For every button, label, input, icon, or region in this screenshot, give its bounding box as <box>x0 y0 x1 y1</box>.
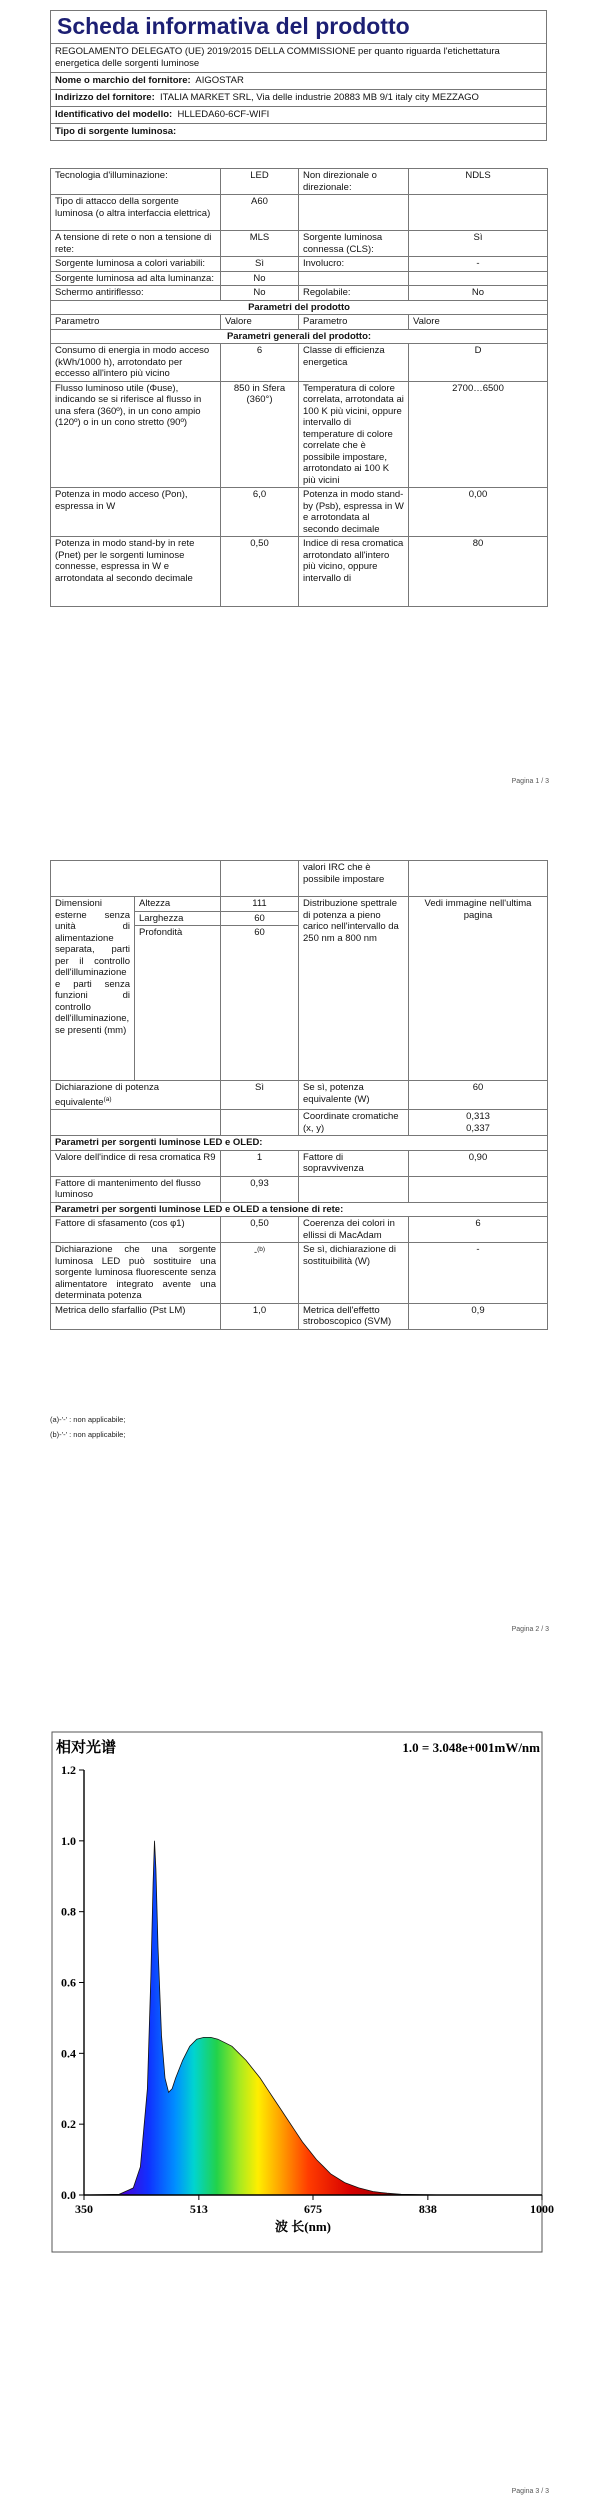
chart-title: 相对光谱 <box>56 1740 117 1756</box>
cell-label: Temperatura di colore correlata, arrotondata ai 100 K più vicini, oppure intervallo di temperature di colore correlate che è possibile impostare, arrotondato ai 100 K più vicini <box>299 381 409 488</box>
cell-label: valori IRC che è possibile impostare <box>299 861 409 897</box>
table-row <box>51 231 548 257</box>
column-header: Valore <box>221 315 299 330</box>
cell-value: 850 in Sfera (360°) <box>221 381 299 488</box>
cell-label: Tecnologia d'illuminazione: <box>51 169 221 195</box>
section-general-params: Parametri generali del prodotto: <box>51 329 548 344</box>
y-tick-label: 0.8 <box>61 1904 76 1919</box>
table-row <box>51 271 548 286</box>
cell-value: D <box>409 344 548 382</box>
cell-label: Potenza in modo acceso (Pon), espressa in W <box>51 488 221 537</box>
cell-label: Dichiarazione che una sorgente luminosa LED può sostituire una sorgente luminosa fluorescente senza alimentatore integrato avente una determinata potenza <box>51 1243 221 1304</box>
cell-label: Classe di efficienza energetica <box>299 344 409 382</box>
cell-value: A60 <box>221 195 299 231</box>
column-header: Valore <box>409 315 548 330</box>
table-row <box>51 1217 548 1243</box>
page-number: Pagina 1 / 3 <box>511 778 549 785</box>
page-2 <box>0 800 591 1660</box>
cell-value: 60 <box>221 926 299 1081</box>
cell-value: 0,00 <box>409 488 548 537</box>
supplier-name-label: Nome o marchio del fornitore: <box>55 75 191 86</box>
cell-label: Non direzionale o direzionale: <box>299 169 409 195</box>
model-label: Identificativo del modello: <box>55 109 173 120</box>
table-row <box>51 286 548 301</box>
y-tick-label: 0.2 <box>61 2117 76 2132</box>
supplier-address-label: Indirizzo del fornitore: <box>55 92 155 103</box>
cell-value: 2700…6500 <box>409 381 548 488</box>
cell-value: - <box>409 257 548 272</box>
cell-label: Fattore di sopravvivenza <box>299 1150 409 1176</box>
cell-label: Schermo antiriflesso: <box>51 286 221 301</box>
cell-value: 6 <box>221 344 299 382</box>
cell-label: Potenza in modo stand-by (Psb), espressa in W e arrotondata al secondo decimale <box>299 488 409 537</box>
cell-label: A tensione di rete o non a tensione di rete: <box>51 231 221 257</box>
cell-label: Se sì, dichiarazione di sostituibilità (W) <box>299 1243 409 1304</box>
section-product-params: Parametri del prodotto <box>51 300 548 315</box>
page-number: Pagina 3 / 3 <box>511 2488 549 2495</box>
cell-value: 0,90 <box>409 1150 548 1176</box>
cell-label: Potenza in modo stand-by in rete (Pnet) per le sorgenti luminose connesse, espressa in W e arrotondata al secondo decimale <box>51 537 221 607</box>
cell-label: Indice di resa cromatica arrotondato all'intero più vicino, oppure intervallo di <box>299 537 409 607</box>
column-header: Parametro <box>51 315 221 330</box>
chroma-x: 0,313 <box>466 1111 490 1123</box>
section-row <box>51 329 548 344</box>
table-row <box>51 1303 548 1329</box>
column-header: Parametro <box>299 315 409 330</box>
cell-label: Se sì, potenza equivalente (W) <box>299 1081 409 1110</box>
cell-label: Dimensioni esterne senza unità di alimentazione separata, parti per il controllo dell'illuminazione e parti senza funzioni di controllo dell'illuminazione, se presenti (mm) <box>51 897 135 1081</box>
cell-label: Sorgente luminosa ad alta luminanza: <box>51 271 221 286</box>
supplier-name-row <box>51 72 546 89</box>
cell-label <box>51 1081 221 1110</box>
table-row <box>51 257 548 272</box>
cell-value: 0,9 <box>409 1303 548 1329</box>
page-number: Pagina 2 / 3 <box>511 1626 549 1633</box>
table-row <box>51 1243 548 1304</box>
cell-value: Vedi immagine nell'ultima pagina <box>409 897 548 1081</box>
cell-label: Involucro: <box>299 257 409 272</box>
cell-value: 0,50 <box>221 1217 299 1243</box>
source-type-row <box>51 123 546 140</box>
product-header <box>50 10 547 141</box>
footnote-ref: (a) <box>103 1095 112 1103</box>
cell-value: 1 <box>221 1150 299 1176</box>
cell-label: Tipo di attacco della sorgente luminosa (o altra interfaccia elettrica) <box>51 195 221 231</box>
cell-value: No <box>221 286 299 301</box>
cell-value: 111 <box>221 897 299 912</box>
cell-value: 80 <box>409 537 548 607</box>
page-title: Scheda informativa del prodotto <box>57 13 410 39</box>
y-tick-label: 1.2 <box>61 1763 76 1777</box>
product-table-2 <box>50 860 548 1330</box>
cell-value: MLS <box>221 231 299 257</box>
page-1 <box>0 0 591 800</box>
cell-label: Larghezza <box>135 911 221 926</box>
section-row <box>51 300 548 315</box>
spectrum-chart <box>0 1720 591 2280</box>
section-led-params: Parametri per sorgenti luminose LED e OLED: <box>51 1136 548 1151</box>
footnote-ref: (b) <box>257 1246 266 1254</box>
cell-label: Altezza <box>135 897 221 912</box>
cell-value: Sì <box>221 1081 299 1110</box>
table-row <box>51 897 548 912</box>
cell-label: Flusso luminoso utile (Φuse), indicando se si riferisce al flusso in una sfera (360º), in un cono ampio (120º) o in un cono stretto (90º) <box>51 381 221 488</box>
cell-label: Consumo di energia in modo acceso (kWh/1000 h), arrotondato per eccesso all'intero più vicino <box>51 344 221 382</box>
page-3 <box>0 1660 591 2510</box>
cell-label: Distribuzione spettrale di potenza a pieno carico nell'intervallo da 250 nm a 800 nm <box>299 897 409 1081</box>
table-row <box>51 195 548 231</box>
cell-value: Sì <box>221 257 299 272</box>
cell-value: 1,0 <box>221 1303 299 1329</box>
cell-label: Coordinate cromatiche (x, y) <box>299 1110 409 1136</box>
product-table-1 <box>50 168 548 607</box>
cell-value: No <box>409 286 548 301</box>
table-row <box>51 1176 548 1202</box>
section-row <box>51 1136 548 1151</box>
supplier-address: ITALIA MARKET SRL, Via delle industrie 20883 MB 9/1 italy city MEZZAGO <box>160 92 479 103</box>
x-tick-label: 675 <box>304 2202 322 2216</box>
chart-annotation: 1.0 = 3.048e+001mW/nm <box>402 1740 540 1755</box>
supplier-name: AIGOSTAR <box>195 75 244 86</box>
table-row <box>51 488 548 537</box>
x-tick-label: 513 <box>189 2202 208 2216</box>
cell-label: Coerenza dei colori in ellissi di MacAdam <box>299 1217 409 1243</box>
chroma-y: 0,337 <box>466 1122 490 1134</box>
x-axis-label: 波 长(nm) <box>275 2219 331 2234</box>
cell-value: 0,93 <box>221 1176 299 1202</box>
x-tick-label: 838 <box>418 2202 437 2216</box>
cell-label: Profondità <box>135 926 221 1081</box>
cell-value <box>221 1243 299 1304</box>
cell-label: Sorgente luminosa connessa (CLS): <box>299 231 409 257</box>
source-type-label: Tipo di sorgente luminosa: <box>55 126 177 137</box>
cell-value: LED <box>221 169 299 195</box>
cell-value: - <box>409 1243 548 1304</box>
cell-value: 6,0 <box>221 488 299 537</box>
cell-value <box>409 1110 548 1136</box>
model-id: HLLEDA60-6CF-WIFI <box>177 109 270 120</box>
footnote-b: (b)-'-' : non applicabile; <box>50 1430 126 1439</box>
cell-label: Regolabile: <box>299 286 409 301</box>
table-row <box>51 861 548 897</box>
cell-label: Metrica dello sfarfallio (Pst LM) <box>51 1303 221 1329</box>
regulation-text: REGOLAMENTO DELEGATO (UE) 2019/2015 DELLA COMMISSIONE per quanto riguarda l'etichettatura energetica delle sorgenti luminose <box>51 43 546 72</box>
y-tick-label: 0.6 <box>61 1975 76 1990</box>
table-row <box>51 1150 548 1176</box>
footnote-a: (a)-'-' : non applicabile; <box>50 1415 126 1424</box>
cell-label: Metrica dell'effetto stroboscopico (SVM) <box>299 1303 409 1329</box>
section-row <box>51 1202 548 1217</box>
chart-plot-group <box>52 1732 554 2252</box>
cell-value: No <box>221 271 299 286</box>
table-row <box>51 169 548 195</box>
cell-label: Valore dell'indice di resa cromatica R9 <box>51 1150 221 1176</box>
y-tick-label: 0.0 <box>61 2188 76 2202</box>
x-tick-label: 1000 <box>530 2202 554 2216</box>
table-row <box>51 1110 548 1136</box>
table-row <box>51 537 548 607</box>
equivalent-power-label: Dichiarazione di potenza equivalente <box>55 1082 160 1108</box>
x-tick-label: 350 <box>75 2202 93 2216</box>
table-row <box>51 381 548 488</box>
supplier-address-row <box>51 89 546 106</box>
cell-value: 60 <box>221 911 299 926</box>
section-mains-params: Parametri per sorgenti luminose LED e OLED a tensione di rete: <box>51 1202 548 1217</box>
y-tick-label: 0.4 <box>61 2046 76 2061</box>
cell-label: Sorgente luminosa a colori variabili: <box>51 257 221 272</box>
cell-label: Fattore di mantenimento del flusso luminoso <box>51 1176 221 1202</box>
cell-value: 6 <box>409 1217 548 1243</box>
model-row <box>51 106 546 123</box>
cell-value: NDLS <box>409 169 548 195</box>
y-tick-label: 1.0 <box>61 1833 76 1848</box>
cell-value: Sì <box>409 231 548 257</box>
table-row <box>51 344 548 382</box>
table-header-row <box>51 315 548 330</box>
cell-value: 60 <box>409 1081 548 1110</box>
cell-value: 0,50 <box>221 537 299 607</box>
cell-label: Fattore di sfasamento (cos φ1) <box>51 1217 221 1243</box>
table-row <box>51 1081 548 1110</box>
fluor-value: - <box>253 1247 258 1259</box>
